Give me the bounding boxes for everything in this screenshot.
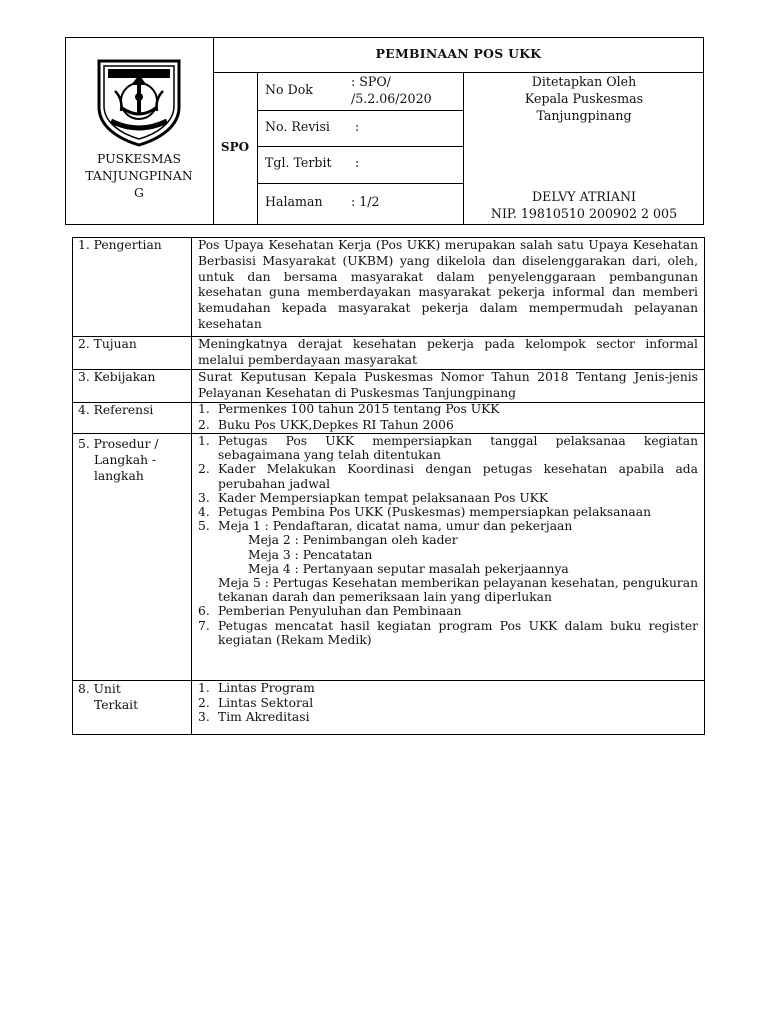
list-item: 6. Pemberian Penyuluhan dan Pembinaan bbox=[198, 604, 462, 619]
meja-list bbox=[198, 533, 698, 576]
row-label-prosedur: 5. Prosedur / Langkah - langkah bbox=[78, 437, 159, 483]
row-label-tujuan: 2. Tujuan bbox=[78, 337, 137, 351]
list-item: 2. Buku Pos UKK,Depkes RI Tahun 2006 bbox=[198, 417, 454, 432]
no-revisi-value: : bbox=[355, 119, 360, 134]
tgl-terbit-label: Tgl. Terbit bbox=[265, 155, 332, 170]
row-text-kebijakan: Surat Keputusan Kepala Puskesmas Nomor Tahun 2018 Tentang Jenis-jenis Pelayanan Kesehatan di Puskesmas Tanjungpinang bbox=[198, 370, 698, 400]
row-label-kebijakan: 3. Kebijakan bbox=[78, 370, 156, 384]
no-dok-label: No Dok bbox=[265, 82, 313, 97]
meja-item: Meja 2 : Penimbangan oleh kader bbox=[248, 533, 458, 548]
halaman-value: : 1/2 bbox=[351, 194, 380, 209]
tgl-terbit-value: : bbox=[355, 155, 360, 170]
row-label-referensi: 4. Referensi bbox=[78, 403, 154, 417]
row-text-tujuan: Meningkatnya derajat kesehatan pekerja pada kelompok sector informal melalui pemberdayaan masyarakat bbox=[198, 337, 698, 367]
halaman-label: Halaman bbox=[265, 194, 323, 209]
list-item: 3. Tim Akreditasi bbox=[198, 710, 310, 724]
organization-name: PUSKESMAS TANJUNGPINAN G bbox=[85, 151, 193, 200]
list-item: 1. Petugas Pos UKK mempersiapkan tanggal pelaksanaa kegiatan sebagaimana yang telah ditentukan bbox=[198, 434, 698, 463]
list-item: 3. Kader Mempersiapkan tempat pelaksanaan Pos UKK bbox=[198, 490, 549, 505]
signatory-nip: NIP. 19810510 200902 2 005 bbox=[490, 206, 678, 221]
list-item: 5. Meja 1 : Pendaftaran, dicatat nama, umur dan pekerjaan bbox=[198, 519, 573, 534]
no-revisi-label: No. Revisi bbox=[265, 119, 330, 134]
spo-label: SPO bbox=[220, 140, 250, 154]
document-title: PEMBINAAN POS UKK bbox=[375, 46, 542, 61]
prosedur-list bbox=[198, 434, 698, 647]
meja-item: Meja 5 : Pertugas Kesehatan memberikan pelayanan kesehatan, pengukuran tekanan darah dan pemeriksaan lain yang diperlukan bbox=[218, 576, 698, 605]
referensi-list bbox=[198, 402, 698, 434]
row-text-pengertian: Pos Upaya Kesehatan Kerja (Pos UKK) merupakan salah satu Upaya Kesehatan Berbasisi Masyarakat (UKBM) yang dikelola dan diselenggarakan dari, oleh, untuk dan bersama masyarakat dalam penyelenggaraan pembangunan kesehatan guna memberdayakan masyarakat pekerja informal dan memberi kemudahan kepada masyarakat pekerja dalam mempermudah pelayanan kesehatan bbox=[198, 238, 698, 331]
signatory bbox=[464, 188, 704, 222]
meja-item: Meja 3 : Pencatatan bbox=[248, 547, 373, 562]
approval-block: Ditetapkan Oleh Kepala Puskesmas Tanjungpinang bbox=[524, 74, 644, 123]
row-label-unit-terkait: 8. Unit Terkait bbox=[78, 682, 139, 712]
list-item: 7. Petugas mencatat hasil kegiatan program Pos UKK dalam buku register kegiatan (Rekam Medik) bbox=[198, 618, 698, 647]
list-item: 1. Lintas Program bbox=[198, 681, 315, 695]
unit-terkait-list bbox=[198, 681, 698, 725]
list-item: 2. Kader Melakukan Koordinasi dengan petugas kesehatan apabila ada perubahan jadwal bbox=[198, 462, 698, 491]
signatory-name: DELVY ATRIANI bbox=[532, 189, 636, 204]
kota-tanjungpinang-logo bbox=[93, 55, 185, 147]
list-item: 4. Petugas Pembina Pos UKK (Puskesmas) mempersiapkan pelaksanaan bbox=[198, 505, 651, 520]
list-item: 1. Permenkes 100 tahun 2015 tentang Pos UKK bbox=[198, 402, 500, 416]
list-item: 2. Lintas Sektoral bbox=[198, 695, 314, 710]
no-dok-value: : SPO/ /5.2.06/2020 bbox=[351, 74, 432, 106]
meja-item: Meja 4 : Pertanyaan seputar masalah pekerjaannya bbox=[248, 561, 569, 576]
row-label-pengertian: 1. Pengertian bbox=[78, 238, 162, 252]
